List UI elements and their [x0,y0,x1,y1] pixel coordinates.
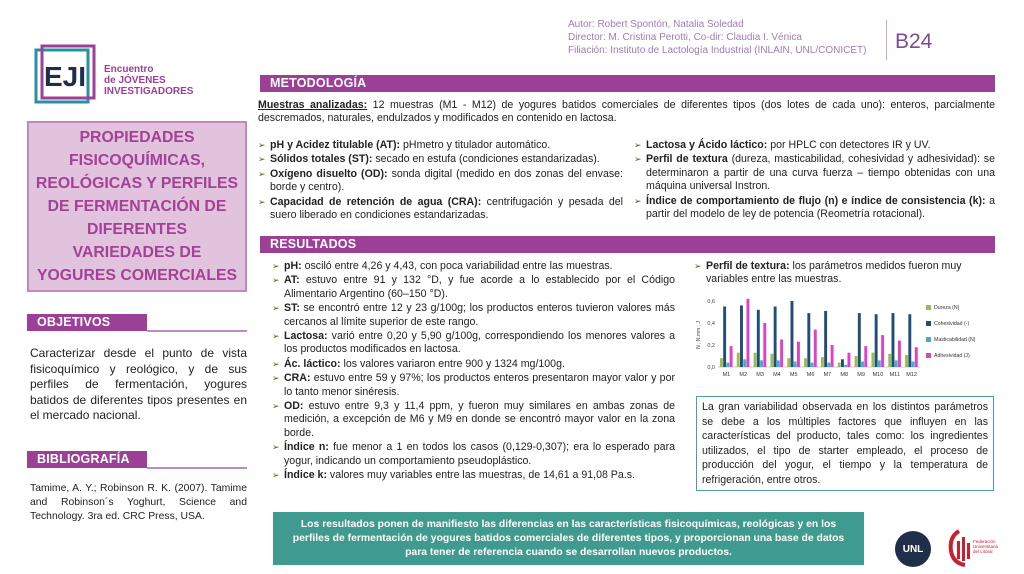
list-item: ➢ Capacidad de retención de agua (CRA): centrifugación y pesada del suero liberado en condiciones estandarizadas. [258,196,623,223]
affiliation: Filiación: Instituto de Lactología Industrial (INLAIN, UNL/CONICET) [568,45,867,56]
legend-swatch [926,305,931,310]
title-box [27,121,247,292]
list-item: ➢ Índice n: fue menor a 1 en todos los casos (0,129-0,307); era lo esperado para yogur, indicando un comportamiento pseudoplástico. [272,441,675,468]
bar-M5-1 [787,358,790,367]
bar-M12-2 [908,314,911,367]
x-tick-label: M6 [806,372,815,378]
bibliografia-text: Tamime, A. Y.; Robinson R. K. (2007). Tamime and Robinson´s Yoghurt, Science and Technology. 3ra ed. CRC Press, USA. [30,483,247,523]
muestras-text: 12 muestras (M1 - M12) de yogures batidos comerciales de diferentes tipos (dos lotes de cada uno): enteros, parcialmente descremados, naturales, endulzados y modificados en contenido en lactosa. [258,99,995,125]
bar-M6-1 [804,358,807,367]
logo-line-2: de JÓVENES [104,75,166,86]
bar-M10-2 [875,314,878,367]
bar-M1-2 [723,307,726,368]
bibliografia-rule [147,467,247,469]
y-tick-label: 0,4 [707,321,715,327]
poster-title: PROPIEDADES FISICOQUÍMICAS, REOLÓGICAS Y PERFILES DE FERMENTACIÓN DE DIFERENTES VARIEDADES DE YOGURES COMERCIALES [35,129,239,284]
bar-M12-3 [912,362,915,368]
bar-M9-4 [864,346,867,367]
textura-chart [694,293,996,385]
objetivos-heading: OBJETIVOS [27,314,147,331]
bar-M8-2 [841,359,844,367]
bar-M6-4 [814,330,817,367]
bar-M7-3 [827,363,830,367]
bar-M10-1 [871,353,874,367]
bar-M7-4 [831,345,834,367]
y-tick-label: 0,6 [707,299,715,305]
bar-M4-3 [777,360,780,367]
eji-logo-text [104,64,193,97]
x-tick-label: M2 [739,372,748,378]
legend-label: Cohesividad (-) [934,321,970,327]
bar-M11-2 [892,313,895,367]
list-item: ➢ Lactosa: varió entre 0,20 y 5,90 g/100g, correspondiendo los menores valores a los productos modificados en lactosa. [272,330,675,357]
list-item: ➢ ST: se encontró entre 12 y 23 g/100g; los productos enteros tuvieron valores más cercanos al límite superior de este rango. [272,302,675,329]
list-item: ➢ Perfil de textura: los parámetros medidos fueron muy variables entre las muestras. [694,260,994,287]
muestras-paragraph [258,99,995,126]
logo-line-3: INVESTIGADORES [104,86,194,97]
legend-label: Masticabilidad (N) [934,337,976,343]
list-item: ➢ Índice de comportamiento de flujo (n) e índice de consistencia (k): a partir del modelo de ley de potencia (Reometría rotacional). [634,195,995,222]
fed-logo [943,527,1003,569]
bar-M8-3 [844,365,847,367]
list-item: ➢ Índice k: valores muy variables entre las muestras, de 14,61 a 91,08 Pa.s. [272,469,675,482]
legend-label: Dureza (N) [934,305,960,311]
director: Director: M. Cristina Perotti, Co-dir: Claudia I. Vénica [568,32,802,43]
bibliografia-heading: BIBLIOGRAFÍA [27,451,147,468]
bar-M9-2 [858,313,861,367]
eji-logo [34,44,96,106]
x-tick-label: M10 [872,372,884,378]
objetivos-text: Caracterizar desde el punto de vista fisicoquímico y reológico, y de sus perfiles de fermentación, yogures batidos de diferentes tipos presentes en el mercado nacional. [30,346,247,423]
y-tick-label: 0,0 [707,365,715,371]
unl-logo-text: UNL [902,543,924,555]
perfil-textura [694,260,994,288]
bar-M4-4 [780,340,783,368]
bar-M5-4 [797,342,800,367]
fed-line-3: del Litoral [973,549,993,554]
bar-M5-3 [794,362,797,368]
list-item: ➢ OD: estuvo entre 9,3 y 11,4 ppm, y fueron muy similares en ambas zonas de medición, a excepción de M6 y M9 en donde se encontró mayor valor en la zona borde. [272,400,675,440]
list-item: ➢ CRA: estuvo entre 59 y 97%; los productos enteros presentaron mayor valor y por lo tanto menor sinéresis. [272,372,675,399]
bar-M7-1 [821,357,824,367]
bar-M9-1 [855,356,858,367]
bar-M3-1 [754,353,757,367]
list-item: ➢ Lactosa y Ácido láctico: por HPLC con detectores IR y UV. [634,139,995,152]
variabilidad-box [696,396,994,491]
x-tick-label: M9 [857,372,865,378]
resultados-heading: RESULTADOS [260,236,995,253]
bar-M6-3 [811,363,814,367]
bar-M8-4 [847,353,850,367]
header-meta [568,18,880,57]
x-tick-label: M3 [756,372,764,378]
y-tick-label: 0,2 [707,343,715,349]
metodologia-right-list [634,139,995,222]
bar-M11-4 [898,341,901,367]
bar-M2-4 [746,299,749,367]
legend-swatch [926,353,931,358]
bar-M12-1 [905,355,908,367]
list-item: ➢ pH: osciló entre 4,26 y 4,43, con poca variabilidad entre las muestras. [272,260,675,273]
bar-M3-3 [760,360,763,367]
bar-M1-1 [720,358,723,367]
bar-M4-1 [770,354,773,367]
poster-code: B24 [895,30,933,53]
resultados-list [272,260,675,484]
conclusion-box [273,512,864,565]
y-axis-label: N ; N.mm ; J [696,321,702,349]
bar-M3-4 [763,323,766,367]
conclusion-text: Los resultados ponen de manifiesto las diferencias en las características fisicoquímicas, reológicas y en los perfiles de fermentación de yogures batidos comerciales de diferentes tipos, y proporcionan una base de datos para tener de referencia cuando se desarrollan nuevos productos. [292,518,845,558]
bar-M2-2 [740,305,743,367]
bar-M8-1 [838,363,841,367]
fed-line-2: Universitaria [973,544,999,549]
objetivos-rule [147,330,247,332]
author: Autor: Robert Spontón, Natalia Soledad [568,19,744,30]
bar-M3-2 [757,310,760,367]
muestras-label: Muestras analizadas: [258,99,368,111]
x-tick-label: M11 [889,372,900,378]
legend-swatch [926,337,931,342]
bar-M9-3 [861,362,864,368]
list-item: ➢ Sólidos totales (ST): secado en estufa (condiciones estandarizadas). [258,153,623,166]
bar-M4-2 [774,307,777,368]
header-divider [886,20,887,60]
list-item: ➢ Perfil de textura (dureza, masticabilidad, cohesividad y adhesividad): se determinaron a partir de una curva fuerza – tiempo obtenidas con una máquina universal Instron. [634,153,995,193]
x-tick-label: M5 [789,372,798,378]
metodologia-left-list [258,139,623,223]
fed-logo-text [973,539,998,554]
fed-line-1: Federación [973,539,996,544]
bar-M10-4 [881,335,884,367]
list-item: ➢ Oxígeno disuelto (OD): sonda digital (medido en dos zonas del envase: borde y centro). [258,168,623,195]
x-tick-label: M12 [906,372,917,378]
bar-M2-1 [737,353,740,367]
x-tick-label: M8 [840,372,849,378]
eji-logo-graphic [34,44,96,106]
bar-M2-3 [743,359,746,367]
bar-M11-1 [888,354,891,367]
logo-letters: EJI [43,61,87,92]
bar-M12-4 [915,347,918,367]
list-item: ➢ AT: estuvo entre 91 y 132 °D, y fue acorde a lo establecido por el Código Alimentario Argentino (60–150 °D). [272,274,675,301]
list-item: ➢ Ác. láctico: los valores variaron entre 900 y 1324 mg/100g. [272,358,675,371]
metodologia-heading: METODOLOGÍA [260,75,995,92]
x-tick-label: M4 [773,372,781,378]
bar-M5-2 [791,301,794,367]
x-tick-label: M1 [722,372,731,378]
list-item: ➢ pH y Acidez titulable (AT): pHmetro y titulador automático. [258,139,623,152]
bar-M11-3 [895,360,898,367]
bar-M1-3 [726,363,729,367]
x-tick-label: M7 [823,372,832,378]
bar-M10-3 [878,360,881,367]
variabilidad-text: La gran variabilidad observada en los distintos parámetros se debe a los múltiples factores que influyen en las características del producto, tales como: los ingredientes utilizados, el tipo de starter empleado, el proceso de producción del yogur, el tiempo y la temperatura de refrigeración, entre otros. [702,401,988,486]
logo-line-1: Encuentro [104,64,154,75]
legend-swatch [926,321,931,326]
unl-logo [895,531,931,567]
legend-label: Adhesividad (J) [934,353,970,359]
bar-M6-2 [807,313,810,367]
bar-M1-4 [730,346,733,367]
fed-logo-mark [943,527,973,567]
bar-M7-2 [824,311,827,367]
